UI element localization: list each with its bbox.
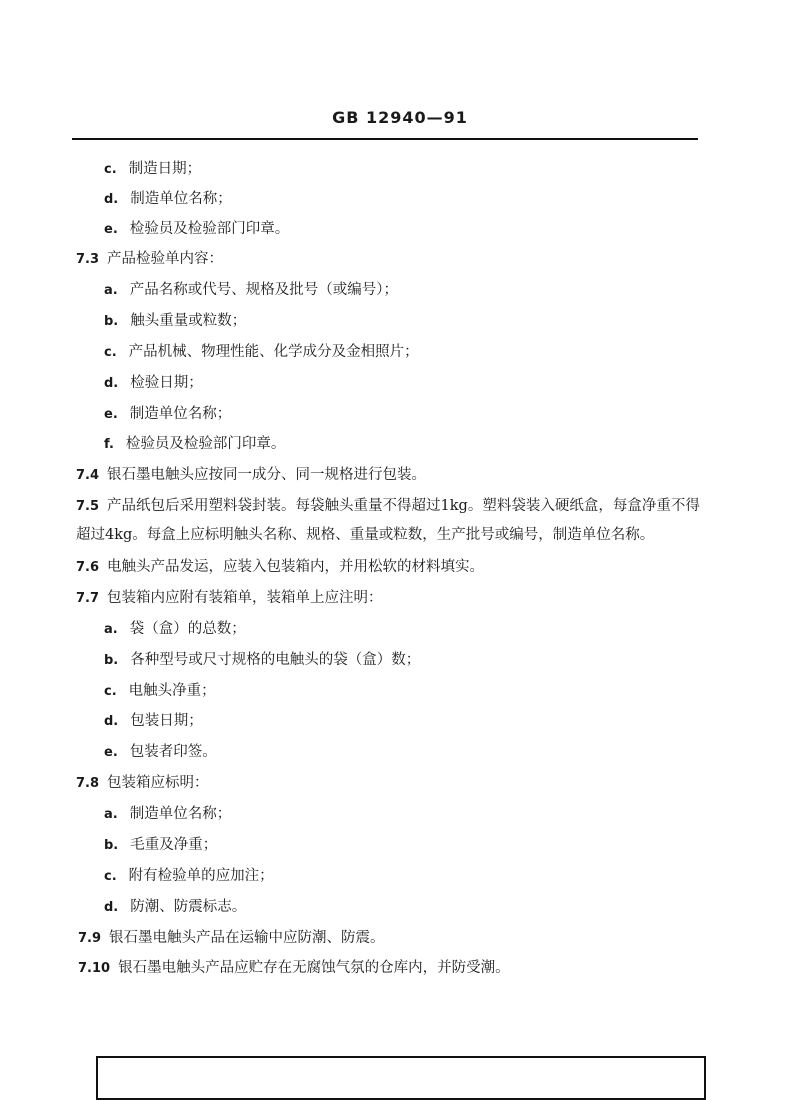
list-item: f. 检验员及检验部门印章。 bbox=[104, 436, 286, 452]
section-heading: 7.4 银石墨电触头应按同一成分、同一规格进行包装。 bbox=[76, 467, 427, 483]
list-item: b. 触头重量或粒数； bbox=[104, 313, 247, 329]
header-rule bbox=[72, 138, 698, 140]
section-heading: 7.8 包装箱应标明： bbox=[76, 775, 209, 791]
section-heading: 7.10 银石墨电触头产品应贮存在无腐蚀气氛的仓库内，并防受潮。 bbox=[78, 960, 510, 976]
list-item: c. 产品机械、物理性能、化学成分及金相照片； bbox=[104, 344, 419, 360]
section-heading: 7.5 产品纸包后采用塑料袋封装。每袋触头重量不得超过1kg。塑料袋装入硬纸盒，每盒净重不得 bbox=[76, 498, 700, 514]
standard-code: GB 12940—91 bbox=[332, 108, 468, 127]
section-heading: 7.9 银石墨电触头产品在运输中应防潮、防震。 bbox=[78, 930, 385, 946]
section-heading: 7.3 产品检验单内容： bbox=[76, 251, 224, 267]
section-heading: 7.6 电触头产品发运，应装入包装箱内，并用松软的材料填实。 bbox=[76, 559, 485, 575]
page-header bbox=[0, 108, 800, 127]
list-item: b. 毛重及净重； bbox=[104, 837, 218, 853]
list-item: d. 包装日期； bbox=[104, 713, 203, 729]
list-item: e. 包装者印签。 bbox=[104, 744, 217, 760]
list-item: d. 检验日期； bbox=[104, 375, 203, 391]
list-item: b. 各种型号或尺寸规格的电触头的袋（盒）数； bbox=[104, 652, 421, 668]
list-item: c. 附有检验单的应加注； bbox=[104, 868, 274, 884]
list-item: a. 袋（盒）的总数； bbox=[104, 621, 246, 637]
list-item: e. 检验员及检验部门印章。 bbox=[104, 221, 290, 237]
list-item: e. 制造单位名称； bbox=[104, 406, 232, 422]
list-item: d. 制造单位名称； bbox=[104, 191, 232, 207]
bottom-frame bbox=[96, 1056, 706, 1100]
paragraph-continuation: 超过4kg。每盒上应标明触头名称、规格、重量或粒数，生产批号或编号，制造单位名称。 bbox=[76, 527, 655, 543]
list-item: a. 制造单位名称； bbox=[104, 806, 232, 822]
list-item: c. 制造日期； bbox=[104, 161, 202, 177]
list-item: d. 防潮、防震标志。 bbox=[104, 899, 247, 915]
list-item: c. 电触头净重； bbox=[104, 683, 216, 699]
section-heading: 7.7 包装箱内应附有装箱单，装箱单上应注明： bbox=[76, 590, 383, 606]
list-item: a. 产品名称或代号、规格及批号（或编号）； bbox=[104, 282, 398, 298]
